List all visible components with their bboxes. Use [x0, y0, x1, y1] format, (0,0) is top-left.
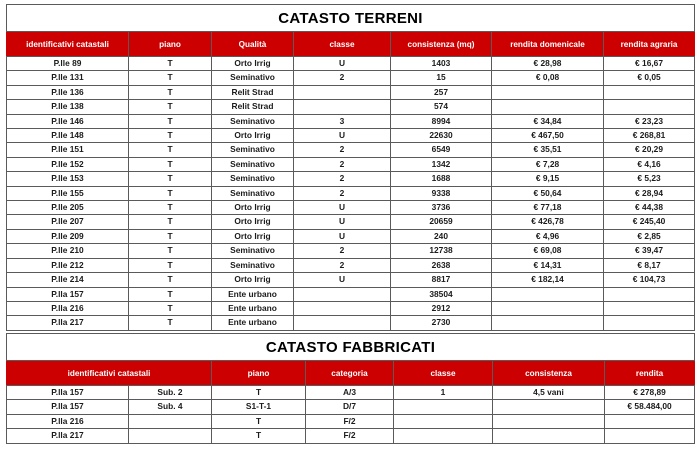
terreni-cell-r0-c5: € 28,98	[492, 57, 604, 71]
terreni-cell-r15-c4: 8817	[391, 273, 492, 287]
fabbricati-col-header-2: categoria	[306, 361, 394, 386]
table-row	[7, 157, 695, 171]
terreni-col-header-6: rendita agraria	[604, 32, 695, 57]
terreni-cell-r6-c2: Seminativo	[212, 143, 294, 157]
fabbricati-cell-r3-c0: P.lla 217	[7, 429, 129, 443]
fabbricati-col-header-5: rendita	[605, 361, 695, 386]
terreni-cell-r10-c4: 3736	[391, 201, 492, 215]
terreni-cell-r13-c0: P.lle 210	[7, 244, 129, 258]
terreni-cell-r12-c6: € 2,85	[604, 229, 695, 243]
table-row	[7, 244, 695, 258]
terreni-cell-r13-c3: 2	[294, 244, 391, 258]
table-row	[7, 414, 695, 428]
terreni-cell-r16-c5	[492, 287, 604, 301]
table-row	[7, 57, 695, 71]
terreni-cell-r2-c2: Relit Strad	[212, 85, 294, 99]
fabbricati-cell-r3-c4	[394, 429, 493, 443]
terreni-cell-r16-c6	[604, 287, 695, 301]
terreni-cell-r11-c5: € 426,78	[492, 215, 604, 229]
terreni-cell-r1-c3: 2	[294, 71, 391, 85]
fabbricati-cell-r0-c3: A/3	[306, 386, 394, 400]
fabbricati-cell-r2-c0: P.lla 216	[7, 414, 129, 428]
fabbricati-cell-r2-c3: F/2	[306, 414, 394, 428]
terreni-cell-r0-c1: T	[129, 57, 212, 71]
terreni-cell-r3-c2: Relit Strad	[212, 100, 294, 114]
fabbricati-cell-r2-c2: T	[212, 414, 306, 428]
terreni-cell-r15-c5: € 182,14	[492, 273, 604, 287]
table-row	[7, 258, 695, 272]
table-row	[7, 273, 695, 287]
terreni-col-header-4: consistenza (mq)	[391, 32, 492, 57]
terreni-cell-r10-c6: € 44,38	[604, 201, 695, 215]
terreni-cell-r2-c5	[492, 85, 604, 99]
table-row	[7, 229, 695, 243]
terreni-cell-r18-c6	[604, 316, 695, 330]
fabbricati-cell-r0-c0: P.lla 157	[7, 386, 129, 400]
table-row	[7, 386, 695, 400]
terreni-cell-r12-c2: Orto Irrig	[212, 229, 294, 243]
terreni-cell-r18-c3	[294, 316, 391, 330]
terreni-cell-r9-c1: T	[129, 186, 212, 200]
terreni-cell-r15-c0: P.lle 214	[7, 273, 129, 287]
terreni-cell-r13-c2: Seminativo	[212, 244, 294, 258]
terreni-cell-r0-c2: Orto Irrig	[212, 57, 294, 71]
terreni-cell-r12-c1: T	[129, 229, 212, 243]
terreni-cell-r13-c1: T	[129, 244, 212, 258]
terreni-cell-r9-c2: Seminativo	[212, 186, 294, 200]
terreni-cell-r4-c6: € 23,23	[604, 114, 695, 128]
fabbricati-cell-r1-c3: D/7	[306, 400, 394, 414]
terreni-cell-r0-c3: U	[294, 57, 391, 71]
terreni-cell-r14-c2: Seminativo	[212, 258, 294, 272]
terreni-cell-r9-c5: € 50,64	[492, 186, 604, 200]
terreni-cell-r2-c0: P.lle 136	[7, 85, 129, 99]
fabbricati-cell-r2-c5	[493, 414, 605, 428]
terreni-cell-r10-c2: Orto Irrig	[212, 201, 294, 215]
terreni-cell-r3-c5	[492, 100, 604, 114]
terreni-cell-r0-c0: P.lle 89	[7, 57, 129, 71]
terreni-cell-r18-c4: 2730	[391, 316, 492, 330]
table-row	[7, 172, 695, 186]
terreni-cell-r3-c0: P.lle 138	[7, 100, 129, 114]
terreni-cell-r10-c5: € 77,18	[492, 201, 604, 215]
terreni-cell-r3-c4: 574	[391, 100, 492, 114]
table-row	[7, 287, 695, 301]
fabbricati-cell-r0-c6: € 278,89	[605, 386, 695, 400]
terreni-cell-r5-c6: € 268,81	[604, 129, 695, 143]
terreni-cell-r12-c5: € 4,96	[492, 229, 604, 243]
terreni-cell-r7-c4: 1342	[391, 157, 492, 171]
terreni-cell-r8-c2: Seminativo	[212, 172, 294, 186]
terreni-cell-r2-c6	[604, 85, 695, 99]
terreni-cell-r1-c4: 15	[391, 71, 492, 85]
fabbricati-cell-r3-c5	[493, 429, 605, 443]
terreni-cell-r7-c2: Seminativo	[212, 157, 294, 171]
terreni-cell-r0-c4: 1403	[391, 57, 492, 71]
table-row	[7, 186, 695, 200]
terreni-title-row	[7, 5, 695, 32]
terreni-cell-r1-c5: € 0,08	[492, 71, 604, 85]
terreni-cell-r4-c3: 3	[294, 114, 391, 128]
terreni-cell-r8-c3: 2	[294, 172, 391, 186]
terreni-cell-r14-c4: 2638	[391, 258, 492, 272]
terreni-cell-r17-c2: Ente urbano	[212, 301, 294, 315]
terreni-cell-r4-c4: 8994	[391, 114, 492, 128]
terreni-title: CATASTO TERRENI	[7, 5, 695, 32]
terreni-cell-r16-c3	[294, 287, 391, 301]
terreni-cell-r15-c1: T	[129, 273, 212, 287]
fabbricati-col-header-1: piano	[212, 361, 306, 386]
fabbricati-cell-r1-c2: S1-T-1	[212, 400, 306, 414]
terreni-cell-r7-c0: P.lle 152	[7, 157, 129, 171]
terreni-cell-r8-c5: € 9,15	[492, 172, 604, 186]
terreni-col-header-5: rendita domenicale	[492, 32, 604, 57]
terreni-cell-r18-c0: P.lla 217	[7, 316, 129, 330]
terreni-cell-r17-c0: P.lla 216	[7, 301, 129, 315]
terreni-header-row	[7, 32, 695, 57]
terreni-cell-r5-c0: P.lle 148	[7, 129, 129, 143]
terreni-cell-r5-c5: € 467,50	[492, 129, 604, 143]
fabbricati-col-header-0: identificativi catastali	[7, 361, 212, 386]
terreni-cell-r15-c3: U	[294, 273, 391, 287]
fabbricati-cell-r1-c6: € 58.484,00	[605, 400, 695, 414]
fabbricati-cell-r3-c6	[605, 429, 695, 443]
terreni-cell-r6-c6: € 20,29	[604, 143, 695, 157]
fabbricati-title-row	[7, 334, 695, 361]
terreni-cell-r9-c4: 9338	[391, 186, 492, 200]
terreni-cell-r6-c5: € 35,51	[492, 143, 604, 157]
terreni-cell-r12-c3: U	[294, 229, 391, 243]
table-row	[7, 201, 695, 215]
terreni-cell-r12-c0: P.lle 209	[7, 229, 129, 243]
terreni-cell-r13-c6: € 39,47	[604, 244, 695, 258]
fabbricati-cell-r3-c2: T	[212, 429, 306, 443]
terreni-cell-r6-c4: 6549	[391, 143, 492, 157]
fabbricati-cell-r3-c1	[129, 429, 212, 443]
terreni-cell-r15-c2: Orto Irrig	[212, 273, 294, 287]
terreni-cell-r6-c0: P.lle 151	[7, 143, 129, 157]
terreni-cell-r0-c6: € 16,67	[604, 57, 695, 71]
fabbricati-col-header-3: classe	[394, 361, 493, 386]
terreni-cell-r18-c5	[492, 316, 604, 330]
terreni-cell-r18-c2: Ente urbano	[212, 316, 294, 330]
terreni-cell-r3-c3	[294, 100, 391, 114]
fabbricati-cell-r1-c4	[394, 400, 493, 414]
terreni-cell-r11-c6: € 245,40	[604, 215, 695, 229]
terreni-cell-r6-c3: 2	[294, 143, 391, 157]
terreni-cell-r17-c6	[604, 301, 695, 315]
terreni-cell-r15-c6: € 104,73	[604, 273, 695, 287]
fabbricati-cell-r1-c5	[493, 400, 605, 414]
terreni-cell-r8-c4: 1688	[391, 172, 492, 186]
terreni-cell-r1-c1: T	[129, 71, 212, 85]
terreni-cell-r17-c4: 2912	[391, 301, 492, 315]
terreni-cell-r3-c1: T	[129, 100, 212, 114]
table-row	[7, 100, 695, 114]
terreni-cell-r7-c6: € 4,16	[604, 157, 695, 171]
terreni-cell-r10-c0: P.lle 205	[7, 201, 129, 215]
table-row	[7, 316, 695, 330]
terreni-cell-r16-c4: 38504	[391, 287, 492, 301]
terreni-cell-r13-c4: 12738	[391, 244, 492, 258]
fabbricati-cell-r3-c3: F/2	[306, 429, 394, 443]
terreni-cell-r16-c1: T	[129, 287, 212, 301]
terreni-cell-r9-c3: 2	[294, 186, 391, 200]
fabbricati-cell-r1-c1: Sub. 4	[129, 400, 212, 414]
terreni-cell-r3-c6	[604, 100, 695, 114]
terreni-cell-r4-c2: Seminativo	[212, 114, 294, 128]
terreni-cell-r6-c1: T	[129, 143, 212, 157]
terreni-cell-r11-c1: T	[129, 215, 212, 229]
terreni-cell-r1-c6: € 0,05	[604, 71, 695, 85]
terreni-cell-r11-c4: 20659	[391, 215, 492, 229]
terreni-cell-r12-c4: 240	[391, 229, 492, 243]
terreni-cell-r5-c1: T	[129, 129, 212, 143]
terreni-cell-r11-c3: U	[294, 215, 391, 229]
terreni-cell-r17-c3	[294, 301, 391, 315]
terreni-cell-r14-c5: € 14,31	[492, 258, 604, 272]
fabbricati-cell-r2-c4	[394, 414, 493, 428]
fabbricati-title: CATASTO FABBRICATI	[7, 334, 695, 361]
table-row	[7, 85, 695, 99]
terreni-cell-r14-c1: T	[129, 258, 212, 272]
table-row	[7, 429, 695, 443]
terreni-cell-r2-c3	[294, 85, 391, 99]
terreni-col-header-3: classe	[294, 32, 391, 57]
terreni-cell-r4-c1: T	[129, 114, 212, 128]
terreni-cell-r2-c4: 257	[391, 85, 492, 99]
terreni-cell-r5-c3: U	[294, 129, 391, 143]
table-row	[7, 143, 695, 157]
terreni-cell-r7-c5: € 7,28	[492, 157, 604, 171]
terreni-col-header-0: identificativi catastali	[7, 32, 129, 57]
terreni-cell-r8-c1: T	[129, 172, 212, 186]
terreni-cell-r5-c4: 22630	[391, 129, 492, 143]
terreni-cell-r11-c2: Orto Irrig	[212, 215, 294, 229]
fabbricati-cell-r0-c5: 4,5 vani	[493, 386, 605, 400]
terreni-cell-r14-c0: P.lle 212	[7, 258, 129, 272]
terreni-cell-r9-c6: € 28,94	[604, 186, 695, 200]
terreni-cell-r18-c1: T	[129, 316, 212, 330]
fabbricati-cell-r2-c1	[129, 414, 212, 428]
terreni-cell-r8-c6: € 5,23	[604, 172, 695, 186]
terreni-cell-r7-c3: 2	[294, 157, 391, 171]
terreni-cell-r7-c1: T	[129, 157, 212, 171]
terreni-col-header-2: Qualità	[212, 32, 294, 57]
fabbricati-header-row	[7, 361, 695, 386]
terreni-cell-r13-c5: € 69,08	[492, 244, 604, 258]
terreni-cell-r1-c0: P.lle 131	[7, 71, 129, 85]
terreni-cell-r2-c1: T	[129, 85, 212, 99]
table-row	[7, 215, 695, 229]
table-row	[7, 114, 695, 128]
fabbricati-cell-r0-c2: T	[212, 386, 306, 400]
terreni-cell-r10-c3: U	[294, 201, 391, 215]
fabbricati-cell-r1-c0: P.lla 157	[7, 400, 129, 414]
fabbricati-cell-r2-c6	[605, 414, 695, 428]
terreni-cell-r14-c6: € 8,17	[604, 258, 695, 272]
table-row	[7, 400, 695, 414]
terreni-cell-r14-c3: 2	[294, 258, 391, 272]
table-row	[7, 301, 695, 315]
fabbricati-cell-r0-c4: 1	[394, 386, 493, 400]
terreni-cell-r4-c5: € 34,84	[492, 114, 604, 128]
terreni-cell-r8-c0: P.lle 153	[7, 172, 129, 186]
terreni-cell-r1-c2: Seminativo	[212, 71, 294, 85]
catasto-fabbricati-table	[6, 333, 695, 444]
table-row	[7, 129, 695, 143]
terreni-cell-r5-c2: Orto Irrig	[212, 129, 294, 143]
terreni-cell-r16-c2: Ente urbano	[212, 287, 294, 301]
terreni-cell-r17-c1: T	[129, 301, 212, 315]
table-row	[7, 71, 695, 85]
terreni-cell-r10-c1: T	[129, 201, 212, 215]
fabbricati-cell-r0-c1: Sub. 2	[129, 386, 212, 400]
catasto-terreni-table	[6, 4, 695, 331]
fabbricati-col-header-4: consistenza	[493, 361, 605, 386]
terreni-cell-r16-c0: P.lla 157	[7, 287, 129, 301]
terreni-cell-r4-c0: P.lle 146	[7, 114, 129, 128]
terreni-cell-r17-c5	[492, 301, 604, 315]
terreni-cell-r11-c0: P.lle 207	[7, 215, 129, 229]
terreni-col-header-1: piano	[129, 32, 212, 57]
terreni-cell-r9-c0: P.lle 155	[7, 186, 129, 200]
